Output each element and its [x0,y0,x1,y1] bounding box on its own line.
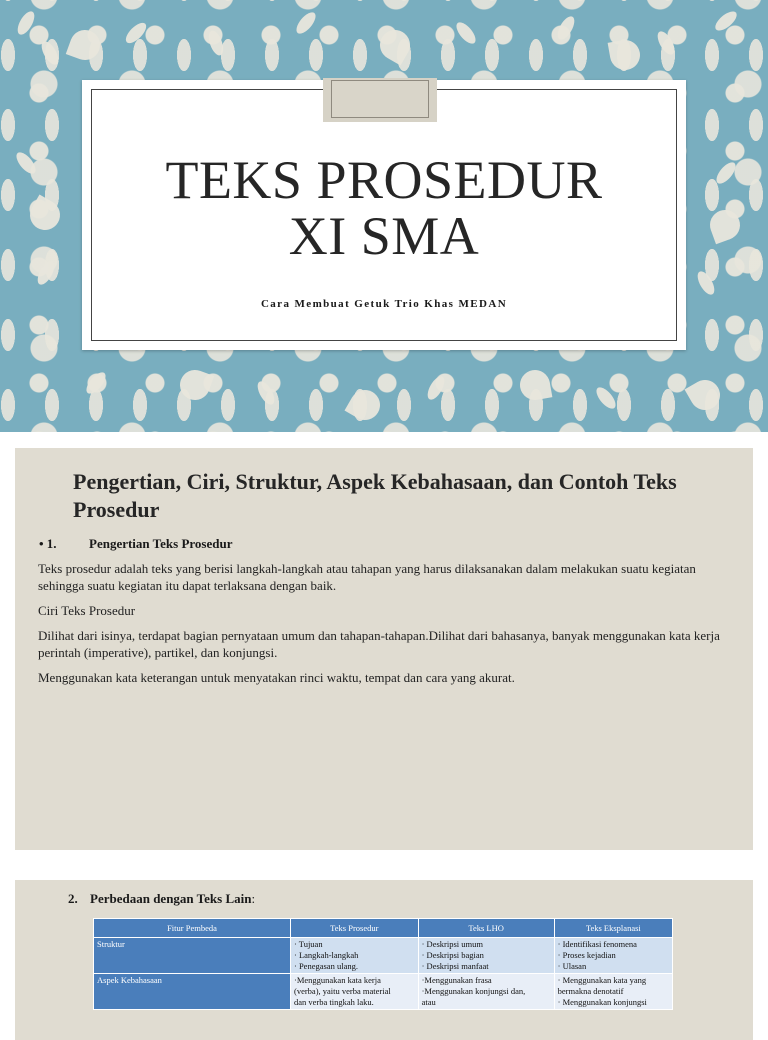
slide3-title [68,891,255,907]
table-cell [291,974,419,1010]
cell-line: bermakna denotatif [557,986,624,996]
bullet-marker: • 1. [39,536,57,551]
slide3-title-suffix: : [251,891,256,906]
table-cell [554,974,672,1010]
row-label: Struktur [94,938,291,974]
cell-line: · Tujuan [294,939,323,949]
row-label: Aspek Kebahasaan [94,974,291,1010]
comparison-table [93,918,673,1010]
cell-line: · Ulasan [557,961,587,971]
table-header: Teks Prosedur [291,919,419,938]
definition-slide [15,448,753,850]
paragraph: Dilihat dari isinya, terdapat bagian pernyataan umum dan tahapan-tahapan.Dilihat dari bahasanya, banyak menggunakan kata kerja perintah (imperative), partikel, dan konjungsi. [38,628,720,660]
cell-line: · Menggunakan konjungsi [557,997,647,1007]
main-title-line2: XI SMA [288,206,480,266]
cell-line: · Penegasan ulang. [294,961,358,971]
subtitle: Cara Membuat Getuk Trio Khas MEDAN [260,298,508,310]
table-header: Teks Eksplanasi [554,919,672,938]
table-cell [554,938,672,974]
slide2-body [38,560,738,694]
cell-line: · Langkah-langkah [294,950,359,960]
cell-line: (verba), yaitu verba material [294,986,391,996]
cell-line: ·Menggunakan konjungsi dan, [421,986,526,996]
cell-line: · Deskripsi bagian [421,950,484,960]
table-header-row [94,919,673,938]
comparison-slide [15,880,753,1040]
title-card [82,80,686,350]
cell-line: ·Menggunakan frasa [421,975,492,985]
cell-line: dan verba tingkah laku. [294,997,374,1007]
table-header: Teks LHO [418,919,554,938]
section-heading [39,536,233,552]
cell-line: ·Menggunakan kata kerja [294,975,381,985]
paragraph: Menggunakan kata keterangan untuk menyatakan rinci waktu, tempat dan cara yang akurat. [38,670,515,685]
section-heading-label: Pengertian Teks Prosedur [89,536,233,551]
cell-line: · Proses kejadian [557,950,616,960]
table-header: Fitur Pembeda [94,919,291,938]
table-cell [418,974,554,1010]
cell-line: · Deskripsi manfaat [421,961,489,971]
cell-line: · Deskripsi umum [421,939,483,949]
cell-line: atau [421,997,436,1007]
section-number: 2. [68,891,78,906]
cell-line: · Identifikasi fenomena [557,939,637,949]
table-cell [291,938,419,974]
main-title-line1: TEKS PROSEDUR [165,150,603,210]
slide2-title: Pengertian, Ciri, Struktur, Aspek Kebahasaan, dan Contoh Teks Prosedur [73,469,677,522]
main-title [82,152,686,264]
paragraph: Teks prosedur adalah teks yang berisi langkah-langkah atau tahapan yang harus dilaksanakan dalam melakukan suatu kegiatan sehingga suatu kegiatan itu dapat terlaksana dengan baik. [38,561,696,593]
table-cell [418,938,554,974]
title-slide [0,0,768,432]
paragraph: Ciri Teks Prosedur [38,603,136,618]
title-card-tab [323,78,437,122]
table-row [94,938,673,974]
slide3-title-text: Perbedaan dengan Teks Lain [90,891,252,906]
cell-line: · Menggunakan kata yang [557,975,647,985]
table-row [94,974,673,1010]
